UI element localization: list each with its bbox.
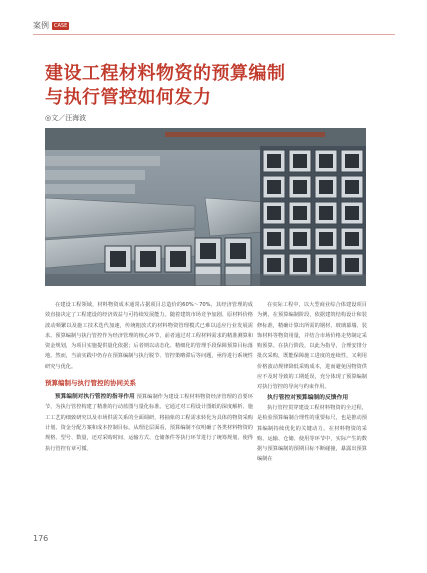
author-line: ◎文／汪海波 (45, 114, 87, 122)
title-line-2: 与执行管控如何发力 (45, 87, 212, 108)
section-tag: CASE (54, 22, 68, 29)
steel-tubes-photo (45, 128, 366, 286)
paragraph: 在实际工程中，以大型商业综合体建设项目为例，在预算编制阶段，依据建筑结构设计和装修标准，精确计算出所需的钢材、玻璃幕墙、装饰材料等物资用量，并结合市场价格走势制定采购预算。在执行阶段，以此为指导，合理安排分批次采购，既能保障施工进度的连续性，又利用价格波动规律降低采购成本，进而避免因物资供应不及时导致的工期延误，充分体现了预算编制对执行管控的导向与约束作用。 (257, 302, 367, 391)
title-line-1: 建设工程材料物资的预算编制 (45, 63, 286, 84)
paragraph (45, 392, 253, 454)
section-heading: 预算编制与执行管控的协同关系 (45, 379, 136, 388)
header-rule (33, 34, 395, 35)
subheading: 预算编制对执行管控的指导作用 (55, 394, 135, 401)
article-title (45, 62, 385, 110)
paragraph: 执行管控贯穿建设工程材料物资的全过程，是检验预算编制合理性的重要标尺，也是推动预算编制持续优化的关键动力。在材料物资的采购、运输、仓储、使用等环节中，实际产生的数据与预算编制的预期目标不断碰撞，暴露出预算编制在 (257, 404, 367, 463)
section-name: 案例 (33, 21, 49, 30)
section-label (33, 20, 69, 31)
photo-illustration (45, 128, 366, 286)
subheading: 执行管控对预算编制的反馈作用 (267, 394, 349, 401)
right-column (257, 300, 367, 465)
paragraph: 在建设工程领域，材料物资成本通常占据项目总造价的60%～70%，其经济管理的成效直接决定了工程建设的经济效益与可持续发展能力。随着建筑市场竞争加剧、原材料价格波动频繁以及施工技术迭代加速，传统粗放式的材料物资管理模式已难以适应行业发展需求。预算编制与执行管控作为经济管理的核心环节，前者通过对工程材料需求的精准测算和资金规划，为项目实施提供量化依据；后者则以动态化、精细化的管理手段保障预算目标落地。然而，当前实践中仍存在预算编制与执行脱节、管控策略滞后等问题，亟待进行系统性研究与优化。 (45, 302, 253, 370)
left-column (45, 300, 253, 454)
paragraph-text: 预算编制作为建设工程材料物资经济管理的首要环节，为执行管控构建了精准的行动蓝图与量化标准。它通过对工程设计图纸的深度解析、施工工艺的细致研究以及市场供需关系的全面调研，将抽象的工程需求转化为具体的物资采购计划、资金分配方案和成本控制目标。从理论层面看，预算编制不仅明确了各类材料物资的规格、型号、数量，还对采购时间、运输方式、仓储条件等执行环节进行了统筹规划，使得执行管控有章可循。 (45, 394, 253, 452)
page-number: 176 (33, 534, 49, 543)
